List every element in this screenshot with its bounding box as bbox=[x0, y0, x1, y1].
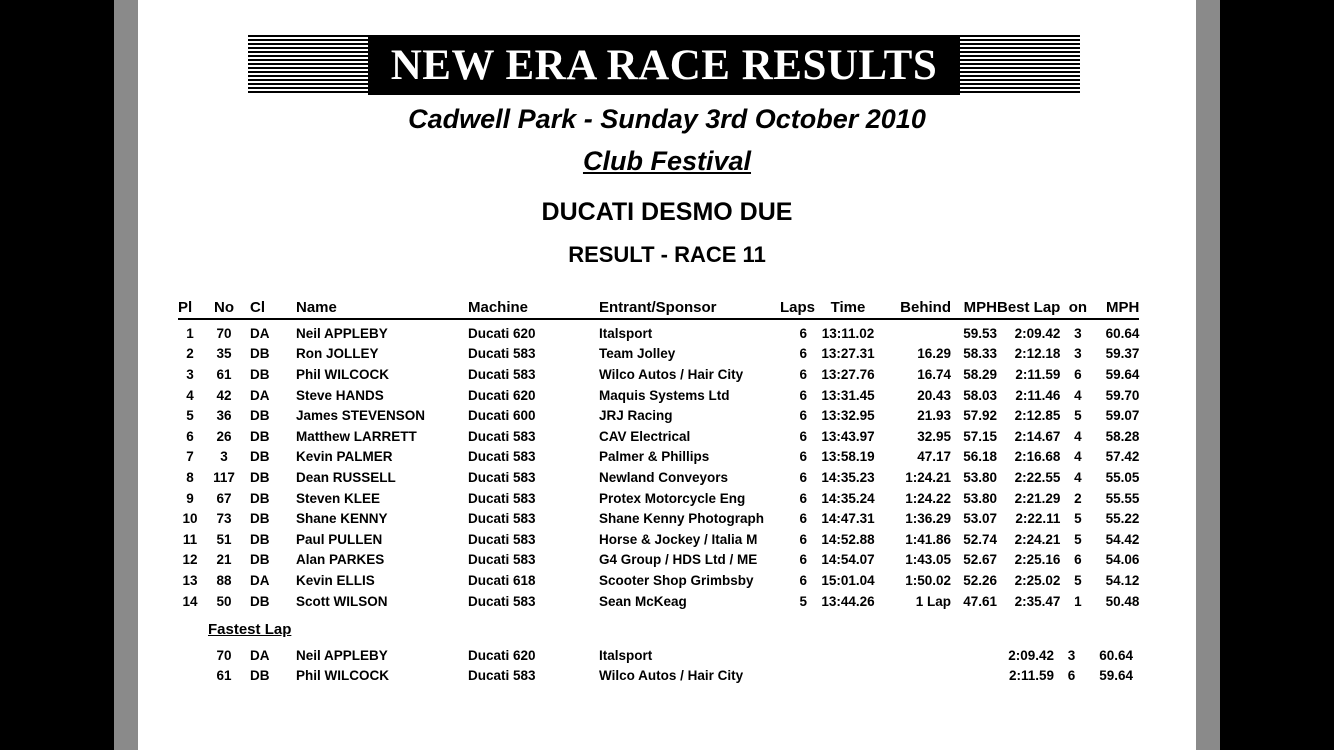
time-cell: 13:43.97 bbox=[821, 428, 875, 444]
best-lap-cell: 2:09.42 bbox=[1008, 647, 1054, 663]
result-row bbox=[178, 488, 1139, 509]
entrant-cell: Maquis Systems Ltd bbox=[599, 387, 730, 403]
position-cell: 12 bbox=[182, 552, 198, 568]
class-cell: DB bbox=[250, 449, 270, 465]
best-lap-on-cell: 4 bbox=[1074, 387, 1082, 403]
viewer-left-margin bbox=[0, 0, 114, 750]
rider-name-cell: Phil WILCOCK bbox=[296, 366, 389, 382]
entrant-cell: Protex Motorcycle Eng bbox=[599, 490, 746, 506]
mph-cell: 53.80 bbox=[963, 490, 997, 506]
event-name: Club Festival bbox=[582, 146, 752, 176]
machine-cell: Ducati 583 bbox=[468, 469, 536, 485]
best-lap-mph-cell: 59.64 bbox=[1099, 668, 1133, 684]
time-cell: 14:52.88 bbox=[821, 531, 875, 547]
best-lap-on-cell: 5 bbox=[1074, 511, 1082, 527]
time-cell: 13:11.02 bbox=[821, 325, 875, 341]
venue-date: Cadwell Park - Sunday 3rd October 2010 bbox=[408, 104, 926, 134]
best-lap-on-cell: 4 bbox=[1074, 469, 1082, 485]
behind-cell: 1:41.86 bbox=[905, 531, 951, 547]
machine-cell: Ducati 583 bbox=[468, 593, 536, 609]
best-lap-cell: 2:24.21 bbox=[1014, 531, 1061, 547]
rider-name-cell: Matthew LARRETT bbox=[296, 428, 417, 444]
fastest-lap-table bbox=[178, 645, 1133, 686]
laps-cell: 6 bbox=[799, 346, 807, 362]
result-row bbox=[178, 426, 1139, 447]
rider-name-cell: Dean RUSSELL bbox=[296, 469, 396, 485]
best-lap-cell: 2:16.68 bbox=[1014, 449, 1061, 465]
best-lap-on-cell: 3 bbox=[1074, 325, 1082, 341]
best-lap-mph-cell: 55.22 bbox=[1105, 511, 1140, 527]
spacer-cell bbox=[815, 666, 881, 687]
behind-cell: 20.43 bbox=[917, 387, 951, 403]
time-cell: 14:35.23 bbox=[821, 469, 875, 485]
entrant-cell: CAV Electrical bbox=[599, 428, 691, 444]
entrant-cell: Italsport bbox=[599, 647, 653, 663]
mph-cell: 52.74 bbox=[963, 531, 997, 547]
rider-number-cell: 35 bbox=[216, 346, 232, 362]
laps-cell: 6 bbox=[799, 387, 807, 403]
laps-cell: 6 bbox=[799, 490, 807, 506]
laps-cell: 6 bbox=[799, 531, 807, 547]
result-row bbox=[178, 405, 1139, 426]
time-cell: 13:58.19 bbox=[821, 449, 875, 465]
laps-cell: 6 bbox=[799, 552, 807, 568]
rider-number-cell: 51 bbox=[216, 531, 232, 547]
best-lap-cell: 2:09.42 bbox=[1014, 325, 1061, 341]
banner bbox=[248, 35, 1080, 95]
col-header-machine: Machine bbox=[468, 296, 599, 319]
spacer-cell bbox=[178, 645, 202, 666]
behind-cell: 1 Lap bbox=[915, 593, 951, 609]
spacer-cell bbox=[881, 645, 951, 666]
mph-cell: 59.53 bbox=[963, 325, 997, 341]
col-header-laps: Laps bbox=[775, 296, 815, 319]
laps-cell: 6 bbox=[799, 428, 807, 444]
results-document-page bbox=[138, 0, 1196, 750]
rider-name-cell: James STEVENSON bbox=[296, 408, 426, 424]
best-lap-mph-cell: 59.07 bbox=[1105, 408, 1140, 424]
rider-number-cell: 88 bbox=[216, 572, 232, 588]
entrant-cell: Sean McKeag bbox=[599, 593, 687, 609]
best-lap-on-cell: 6 bbox=[1074, 552, 1082, 568]
best-lap-cell: 2:35.47 bbox=[1014, 593, 1061, 609]
best-lap-mph-cell: 55.05 bbox=[1105, 469, 1140, 485]
best-lap-cell: 2:12.18 bbox=[1014, 346, 1061, 362]
time-cell: 14:54.07 bbox=[821, 552, 875, 568]
time-cell: 13:31.45 bbox=[821, 387, 875, 403]
best-lap-cell: 2:11.59 bbox=[1015, 366, 1061, 382]
class-cell: DB bbox=[250, 469, 270, 485]
fastest-lap-row bbox=[178, 666, 1133, 687]
position-cell: 6 bbox=[186, 428, 194, 444]
mph-cell: 52.67 bbox=[963, 552, 997, 568]
mph-cell: 47.61 bbox=[963, 593, 997, 609]
behind-cell: 1:24.22 bbox=[905, 490, 951, 506]
behind-cell: 21.93 bbox=[917, 408, 951, 424]
rider-name-cell: Neil APPLEBY bbox=[296, 325, 388, 341]
rider-name-cell: Alan PARKES bbox=[296, 552, 385, 568]
results-table bbox=[178, 296, 1139, 611]
spacer-cell bbox=[951, 666, 997, 687]
best-lap-on-cell: 3 bbox=[1074, 346, 1082, 362]
laps-cell: 6 bbox=[799, 408, 807, 424]
time-cell: 15:01.04 bbox=[821, 572, 875, 588]
rider-name-cell: Neil APPLEBY bbox=[296, 647, 388, 663]
viewer-right-margin bbox=[1220, 0, 1334, 750]
result-row bbox=[178, 508, 1139, 529]
best-lap-mph-cell: 59.64 bbox=[1105, 366, 1140, 382]
best-lap-on-cell: 1 bbox=[1074, 593, 1082, 609]
class-cell: DB bbox=[250, 428, 270, 444]
machine-cell: Ducati 583 bbox=[468, 668, 536, 684]
machine-cell: Ducati 620 bbox=[468, 387, 536, 403]
mph-cell: 53.80 bbox=[963, 469, 997, 485]
best-lap-cell: 2:12.85 bbox=[1014, 408, 1061, 424]
entrant-cell: Team Jolley bbox=[599, 346, 676, 362]
col-header-time: Time bbox=[815, 296, 881, 319]
class-cell: DB bbox=[250, 511, 270, 527]
best-lap-mph-cell: 60.64 bbox=[1105, 325, 1140, 341]
best-lap-cell: 2:14.67 bbox=[1014, 428, 1061, 444]
best-lap-on-cell: 4 bbox=[1074, 449, 1082, 465]
spacer-cell bbox=[815, 645, 881, 666]
machine-cell: Ducati 583 bbox=[468, 346, 536, 362]
best-lap-cell: 2:22.55 bbox=[1014, 469, 1061, 485]
col-header-behind: Behind bbox=[881, 296, 951, 319]
laps-cell: 6 bbox=[799, 449, 807, 465]
rider-name-cell: Steven KLEE bbox=[296, 490, 381, 506]
position-cell: 1 bbox=[186, 325, 194, 341]
behind-cell: 16.29 bbox=[917, 346, 951, 362]
rider-number-cell: 61 bbox=[216, 668, 232, 684]
best-lap-mph-cell: 54.06 bbox=[1105, 552, 1140, 568]
spacer-cell bbox=[775, 666, 815, 687]
class-cell: DA bbox=[250, 572, 270, 588]
rider-number-cell: 26 bbox=[216, 428, 232, 444]
position-cell: 7 bbox=[186, 449, 194, 465]
col-header-best-mph: MPH bbox=[1095, 296, 1139, 319]
best-lap-mph-cell: 60.64 bbox=[1099, 647, 1133, 663]
class-cell: DB bbox=[250, 490, 270, 506]
laps-cell: 6 bbox=[799, 511, 807, 527]
best-lap-on-cell: 5 bbox=[1074, 408, 1082, 424]
col-header-best-lap: Best Lap bbox=[997, 296, 1060, 319]
spacer-cell bbox=[881, 666, 951, 687]
viewer-left-border bbox=[114, 0, 138, 750]
class-cell: DB bbox=[250, 593, 270, 609]
laps-cell: 5 bbox=[799, 593, 807, 609]
machine-cell: Ducati 583 bbox=[468, 366, 536, 382]
best-lap-mph-cell: 50.48 bbox=[1105, 593, 1140, 609]
entrant-cell: Wilco Autos / Hair City bbox=[599, 668, 744, 684]
class-cell: DB bbox=[250, 531, 270, 547]
rider-number-cell: 70 bbox=[216, 647, 232, 663]
behind-cell: 47.17 bbox=[917, 449, 951, 465]
position-cell: 9 bbox=[186, 490, 194, 506]
position-cell: 5 bbox=[186, 408, 194, 424]
best-lap-mph-cell: 58.28 bbox=[1105, 428, 1140, 444]
time-cell: 13:27.76 bbox=[821, 366, 875, 382]
result-row bbox=[178, 550, 1139, 571]
best-lap-cell: 2:21.29 bbox=[1014, 490, 1061, 506]
rider-name-cell: Steve HANDS bbox=[296, 387, 384, 403]
best-lap-cell: 2:25.16 bbox=[1014, 552, 1061, 568]
fastest-lap-title: Fastest Lap bbox=[208, 621, 292, 638]
result-row bbox=[178, 344, 1139, 365]
rider-number-cell: 3 bbox=[220, 449, 228, 465]
behind-cell: 16.74 bbox=[917, 366, 951, 382]
best-lap-mph-cell: 55.55 bbox=[1105, 490, 1140, 506]
spacer-cell bbox=[775, 645, 815, 666]
entrant-cell: Wilco Autos / Hair City bbox=[599, 366, 744, 382]
class-cell: DA bbox=[250, 647, 270, 663]
spacer-cell bbox=[951, 645, 997, 666]
rider-number-cell: 50 bbox=[216, 593, 232, 609]
behind-cell bbox=[881, 319, 951, 344]
entrant-cell: G4 Group / HDS Ltd / ME bbox=[599, 552, 758, 568]
machine-cell: Ducati 620 bbox=[468, 325, 536, 341]
mph-cell: 57.15 bbox=[963, 428, 997, 444]
best-lap-on-cell: 5 bbox=[1074, 531, 1082, 547]
entrant-cell: Scooter Shop Grimbsby bbox=[599, 572, 754, 588]
rider-name-cell: Shane KENNY bbox=[296, 511, 388, 527]
rider-number-cell: 70 bbox=[216, 325, 232, 341]
rider-name-cell: Paul PULLEN bbox=[296, 531, 383, 547]
mph-cell: 53.07 bbox=[963, 511, 997, 527]
rider-number-cell: 73 bbox=[216, 511, 232, 527]
class-cell: DB bbox=[250, 668, 270, 684]
rider-name-cell: Phil WILCOCK bbox=[296, 668, 389, 684]
col-header-pl: Pl bbox=[178, 296, 202, 319]
class-cell: DA bbox=[250, 387, 270, 403]
position-cell: 10 bbox=[182, 511, 198, 527]
behind-cell: 1:43.05 bbox=[905, 552, 951, 568]
best-lap-cell: 2:25.02 bbox=[1014, 572, 1061, 588]
laps-cell: 6 bbox=[799, 469, 807, 485]
best-lap-mph-cell: 54.12 bbox=[1105, 572, 1140, 588]
col-header-on: on bbox=[1060, 296, 1095, 319]
best-lap-mph-cell: 54.42 bbox=[1105, 531, 1140, 547]
time-cell: 14:35.24 bbox=[821, 490, 875, 506]
fastest-lap-row bbox=[178, 645, 1133, 666]
machine-cell: Ducati 600 bbox=[468, 408, 536, 424]
class-cell: DB bbox=[250, 408, 270, 424]
entrant-cell: Horse & Jockey / Italia M bbox=[599, 531, 758, 547]
position-cell: 13 bbox=[182, 572, 198, 588]
spacer-cell bbox=[178, 666, 202, 687]
best-lap-on-cell: 3 bbox=[1067, 647, 1076, 663]
col-header-entrant: Entrant/Sponsor bbox=[599, 296, 775, 319]
rider-number-cell: 36 bbox=[216, 408, 232, 424]
class-cell: DB bbox=[250, 552, 270, 568]
entrant-cell: Italsport bbox=[599, 325, 653, 341]
time-cell: 13:27.31 bbox=[821, 346, 875, 362]
machine-cell: Ducati 583 bbox=[468, 428, 536, 444]
laps-cell: 6 bbox=[799, 366, 807, 382]
rider-name-cell: Scott WILSON bbox=[296, 593, 388, 609]
rider-name-cell: Kevin PALMER bbox=[296, 449, 393, 465]
col-header-mph: MPH bbox=[951, 296, 997, 319]
behind-cell: 1:50.02 bbox=[905, 572, 951, 588]
behind-cell: 32.95 bbox=[917, 428, 951, 444]
mph-cell: 58.03 bbox=[963, 387, 997, 403]
viewer-right-border bbox=[1196, 0, 1220, 750]
class-cell: DB bbox=[250, 346, 270, 362]
class-cell: DA bbox=[250, 325, 270, 341]
position-cell: 2 bbox=[186, 346, 194, 362]
position-cell: 3 bbox=[186, 366, 194, 382]
entrant-cell: Shane Kenny Photograph bbox=[599, 511, 765, 527]
position-cell: 11 bbox=[182, 531, 198, 547]
result-row bbox=[178, 467, 1139, 488]
result-row bbox=[178, 529, 1139, 550]
behind-cell: 1:36.29 bbox=[905, 511, 951, 527]
result-row bbox=[178, 447, 1139, 468]
result-row bbox=[178, 591, 1139, 612]
best-lap-cell: 2:22.11 bbox=[1015, 511, 1061, 527]
mph-cell: 57.92 bbox=[963, 408, 997, 424]
machine-cell: Ducati 583 bbox=[468, 490, 536, 506]
rider-number-cell: 42 bbox=[216, 387, 232, 403]
entrant-cell: Palmer & Phillips bbox=[599, 449, 710, 465]
behind-cell: 1:24.21 bbox=[905, 469, 951, 485]
machine-cell: Ducati 583 bbox=[468, 552, 536, 568]
laps-cell: 6 bbox=[799, 325, 807, 341]
col-header-name: Name bbox=[296, 296, 468, 319]
result-row bbox=[178, 385, 1139, 406]
laps-cell: 6 bbox=[799, 572, 807, 588]
rider-number-cell: 61 bbox=[216, 366, 232, 382]
position-cell: 8 bbox=[186, 469, 194, 485]
machine-cell: Ducati 583 bbox=[468, 449, 536, 465]
result-row bbox=[178, 319, 1139, 344]
entrant-cell: JRJ Racing bbox=[599, 408, 673, 424]
rider-number-cell: 21 bbox=[216, 552, 232, 568]
position-cell: 4 bbox=[186, 387, 194, 403]
machine-cell: Ducati 618 bbox=[468, 572, 536, 588]
machine-cell: Ducati 620 bbox=[468, 647, 536, 663]
col-header-cl: Cl bbox=[246, 296, 296, 319]
rider-number-cell: 67 bbox=[216, 490, 232, 506]
best-lap-mph-cell: 59.70 bbox=[1105, 387, 1140, 403]
time-cell: 13:44.26 bbox=[821, 593, 875, 609]
best-lap-on-cell: 6 bbox=[1074, 366, 1082, 382]
rider-name-cell: Kevin ELLIS bbox=[296, 572, 375, 588]
best-lap-on-cell: 6 bbox=[1067, 668, 1076, 684]
machine-cell: Ducati 583 bbox=[468, 531, 536, 547]
best-lap-mph-cell: 57.42 bbox=[1105, 449, 1140, 465]
mph-cell: 52.26 bbox=[963, 572, 997, 588]
mph-cell: 56.18 bbox=[963, 449, 997, 465]
results-header-row bbox=[178, 296, 1139, 319]
time-cell: 13:32.95 bbox=[821, 408, 875, 424]
col-header-no: No bbox=[202, 296, 246, 319]
result-row bbox=[178, 364, 1139, 385]
best-lap-cell: 2:11.59 bbox=[1008, 668, 1054, 684]
result-row bbox=[178, 570, 1139, 591]
entrant-cell: Newland Conveyors bbox=[599, 469, 729, 485]
best-lap-on-cell: 5 bbox=[1074, 572, 1082, 588]
best-lap-cell: 2:11.46 bbox=[1015, 387, 1061, 403]
rider-name-cell: Ron JOLLEY bbox=[296, 346, 379, 362]
class-cell: DB bbox=[250, 366, 270, 382]
best-lap-mph-cell: 59.37 bbox=[1105, 346, 1140, 362]
rider-number-cell: 117 bbox=[213, 469, 235, 485]
best-lap-on-cell: 2 bbox=[1074, 490, 1082, 506]
position-cell: 14 bbox=[182, 593, 198, 609]
race-title: RESULT - RACE 11 bbox=[568, 242, 766, 267]
class-name: DUCATI DESMO DUE bbox=[541, 198, 793, 226]
machine-cell: Ducati 583 bbox=[468, 511, 536, 527]
banner-title: NEW ERA RACE RESULTS bbox=[390, 41, 938, 89]
mph-cell: 58.29 bbox=[963, 366, 997, 382]
time-cell: 14:47.31 bbox=[821, 511, 875, 527]
best-lap-on-cell: 4 bbox=[1074, 428, 1082, 444]
banner-box bbox=[368, 35, 960, 95]
mph-cell: 58.33 bbox=[963, 346, 997, 362]
